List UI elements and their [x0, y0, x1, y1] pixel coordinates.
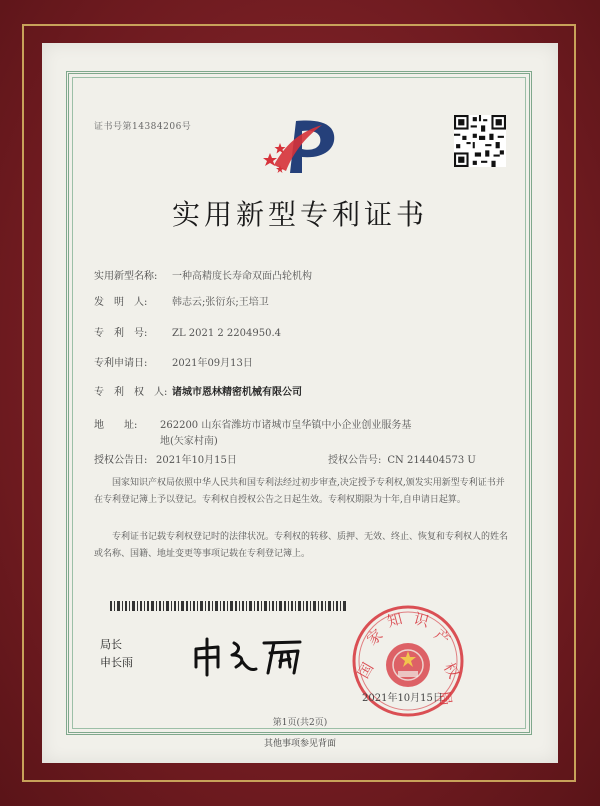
patent-number-label: 专 利 号: — [94, 328, 148, 339]
svg-text:产: 产 — [430, 625, 454, 649]
director-name: 申长雨 — [100, 656, 133, 669]
cnipa-logo-icon — [256, 113, 346, 183]
filing-date-value: 2021年09月13日 — [172, 358, 253, 369]
qr-code-icon — [454, 115, 506, 167]
address-row — [94, 416, 411, 431]
certificate-paragraph-1: 国家知识产权局依照中华人民共和国专利法经过初步审查,决定授予专利权,颁发实用新型专利证书并在专利登记簿上予以登记。专利权自授权公告之日起生效。专利权期限为十年,自申请日起算。 — [94, 478, 505, 505]
address-line2: 地(矢家村南) — [160, 436, 218, 447]
address-line1: 262200 山东省潍坊市诸城市皇华镇中小企业创业服务基 — [160, 420, 412, 431]
inventor-label: 发 明 人: — [94, 297, 148, 308]
grant-number-row — [328, 451, 476, 466]
certificate-paragraph-2: 专利证书记载专利权登记时的法律状况。专利权的转移、质押、无效、终止、恢复和专利权人的姓名或名称、国籍、地址变更等事项记载在专利登记簿上。 — [94, 532, 509, 559]
see-back-note: 其他事项参见背面 — [263, 739, 336, 749]
seal-date: 2021年10月15日 — [362, 693, 443, 704]
utility-model-name-value: 一种高精度长寿命双面凸轮机构 — [172, 271, 312, 282]
certificate-number: 证书号第14384206号 — [94, 122, 192, 132]
svg-text:国: 国 — [354, 659, 378, 682]
certificate-paper — [42, 43, 558, 763]
director-title: 局长 — [100, 638, 122, 651]
svg-text:识: 识 — [411, 609, 431, 631]
inventor-value: 韩志云;张衍东;王培卫 — [172, 297, 269, 308]
patentee-label: 专 利 权 人: — [94, 387, 168, 398]
grant-number-value: CN 214404573 U — [387, 455, 476, 466]
filing-date-row — [94, 354, 253, 369]
patentee-row — [94, 383, 302, 398]
barcode-icon — [110, 601, 348, 611]
grant-date-label: 授权公告日: — [94, 455, 148, 466]
address-label: 地 址: — [94, 420, 138, 431]
patent-number-value: ZL 2021 2 2204950.4 — [172, 328, 282, 339]
director-signature — [190, 637, 312, 677]
grant-number-label: 授权公告号: — [328, 455, 382, 466]
svg-text:知: 知 — [385, 609, 405, 631]
page-indicator: 第1页(共2页) — [272, 718, 328, 728]
grant-date-row — [94, 451, 237, 466]
inventor-row — [94, 293, 269, 308]
svg-text:权: 权 — [439, 659, 463, 682]
patentee-value: 诸城市恩林精密机械有限公司 — [172, 387, 302, 398]
patent-number-row — [94, 324, 281, 339]
svg-text:局: 局 — [434, 689, 456, 708]
certificate-title: 实用新型专利证书 — [171, 198, 428, 231]
utility-model-name-row — [94, 267, 312, 282]
svg-text:家: 家 — [363, 625, 387, 649]
grant-date-value: 2021年10月15日 — [156, 455, 237, 466]
filing-date-label: 专利申请日: — [94, 358, 148, 369]
utility-model-name-label: 实用新型名称: — [94, 271, 158, 282]
